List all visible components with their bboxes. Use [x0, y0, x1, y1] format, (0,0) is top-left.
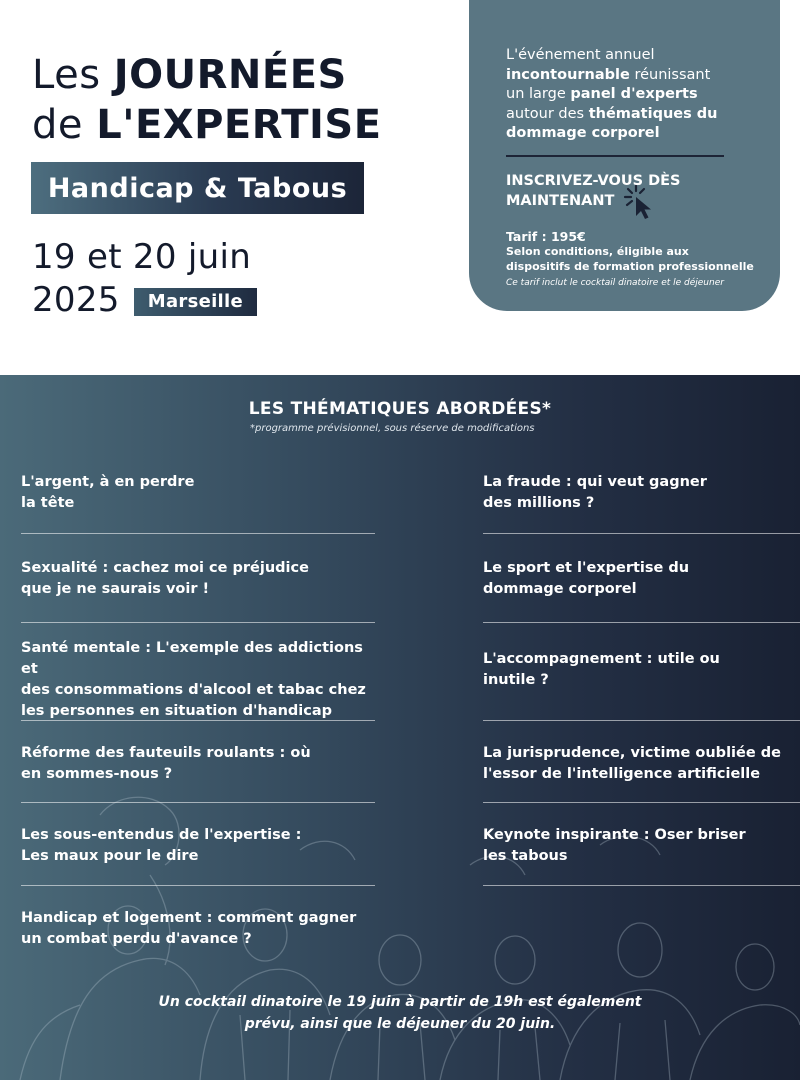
- themes-title: LES THÉMATIQUES ABORDÉES*: [248, 399, 552, 419]
- topic-line: Handicap et logement : comment gagner: [21, 910, 357, 926]
- intro-line-3: [506, 85, 756, 105]
- title-prefix-2: de: [32, 102, 83, 148]
- topic-sous-entendus: [21, 825, 375, 867]
- topic-line: en sommes-nous ?: [21, 766, 173, 782]
- title-line-2: [32, 100, 452, 150]
- dates-line: 19 et 20 juin: [32, 237, 252, 277]
- divider: [483, 720, 800, 721]
- topic-line: Les sous-entendus de l'expertise :: [21, 827, 302, 843]
- title-strong-1: JOURNÉES: [113, 52, 347, 98]
- topic-line: inutile ?: [483, 672, 549, 688]
- footer-line-2: prévu, ainsi que le déjeuner du 20 juin.: [244, 1016, 556, 1032]
- topic-line: L'accompagnement : utile ou: [483, 651, 720, 667]
- topic-line: Réforme des fauteuils roulants : où: [21, 745, 311, 761]
- intro-text-large: un large: [506, 86, 571, 102]
- intro-line-4: [506, 105, 756, 125]
- year-row: [32, 279, 257, 322]
- event-dates: [32, 236, 257, 322]
- divider: [21, 720, 375, 721]
- event-intro: [506, 46, 756, 144]
- intro-line-1: L'événement annuel: [506, 47, 655, 63]
- topic-line: des millions ?: [483, 495, 595, 511]
- topic-sante-mentale: [21, 638, 375, 722]
- intro-text-reunissant: réunissant: [629, 66, 711, 83]
- intro-text-autour: autour des: [506, 105, 589, 122]
- intro-strong-panel: panel d'experts: [570, 86, 698, 102]
- info-card: [469, 0, 780, 311]
- title-strong-2: L'EXPERTISE: [96, 102, 382, 148]
- intro-strong-thematiques: thématiques du: [588, 105, 718, 122]
- intro-strong-dommage: dommage corporel: [506, 125, 660, 141]
- topic-fraude: [483, 472, 783, 514]
- topic-keynote: [483, 825, 783, 867]
- divider: [483, 622, 800, 623]
- cursor-click-icon: [622, 185, 658, 221]
- register-cta[interactable]: [506, 171, 711, 211]
- title-prefix-1: Les: [32, 52, 101, 98]
- card-divider: [506, 155, 724, 157]
- divider: [483, 533, 800, 534]
- topic-line: La fraude : qui veut gagner: [483, 474, 707, 490]
- footer-line-1: Un cocktail dinatoire le 19 juin à partir de 19h est également: [158, 994, 642, 1010]
- price-note: Ce tarif inclut le cocktail dinatoire et le déjeuner: [506, 277, 724, 288]
- intro-line-5: [506, 124, 756, 144]
- topic-line: Le sport et l'expertise du: [483, 560, 690, 576]
- footer-note: [110, 991, 690, 1035]
- intro-line-2: [506, 66, 756, 86]
- themes-section: [0, 375, 800, 1080]
- divider: [21, 802, 375, 803]
- city-badge: Marseille: [134, 288, 257, 316]
- topic-line: Santé mentale : L'exemple des addictions et: [21, 640, 363, 677]
- event-year: 2025: [32, 280, 120, 320]
- price-conditions: Selon conditions, éligible aux dispositifs de formation professionnelle: [506, 244, 754, 273]
- topic-accompagnement: [483, 649, 783, 691]
- topic-sport: [483, 558, 783, 600]
- topic-line: Keynote inspirante : Oser briser: [483, 827, 746, 843]
- topic-fauteuils: [21, 743, 375, 785]
- divider: [21, 622, 375, 623]
- topic-line: l'essor de l'intelligence artificielle: [483, 766, 761, 782]
- themes-subtitle: *programme prévisionnel, sous réserve de modifications: [250, 423, 535, 434]
- topic-sexualite: [21, 558, 375, 600]
- topic-line: Les maux pour le dire: [21, 848, 199, 864]
- topic-line: la tête: [21, 495, 75, 511]
- event-title: [32, 50, 452, 150]
- topic-line: les personnes en situation d'handicap: [21, 703, 333, 719]
- topic-line: Sexualité : cachez moi ce préjudice: [21, 560, 309, 576]
- title-line-1: [32, 50, 452, 100]
- topic-line: que je ne saurais voir !: [21, 581, 210, 597]
- topic-line: des consommations d'alcool et tabac chez: [21, 682, 366, 698]
- theme-banner: Handicap & Tabous: [31, 162, 364, 214]
- intro-strong-incontournable: incontournable: [506, 66, 630, 83]
- topic-line: dommage corporel: [483, 581, 637, 597]
- divider: [483, 885, 800, 886]
- topic-line: La jurisprudence, victime oubliée de: [483, 745, 781, 761]
- divider: [21, 533, 375, 534]
- topic-logement: [21, 908, 375, 950]
- topic-jurisprudence: [483, 743, 783, 785]
- topic-argent: [21, 472, 375, 514]
- topic-line: les tabous: [483, 848, 568, 864]
- divider: [483, 802, 800, 803]
- divider: [21, 885, 375, 886]
- price-label: Tarif : 195€: [506, 228, 586, 244]
- topic-line: L'argent, à en perdre: [21, 474, 195, 490]
- register-cta-label: INSCRIVEZ-VOUS DÈS MAINTENANT: [506, 172, 681, 209]
- topic-line: un combat perdu d'avance ?: [21, 931, 252, 947]
